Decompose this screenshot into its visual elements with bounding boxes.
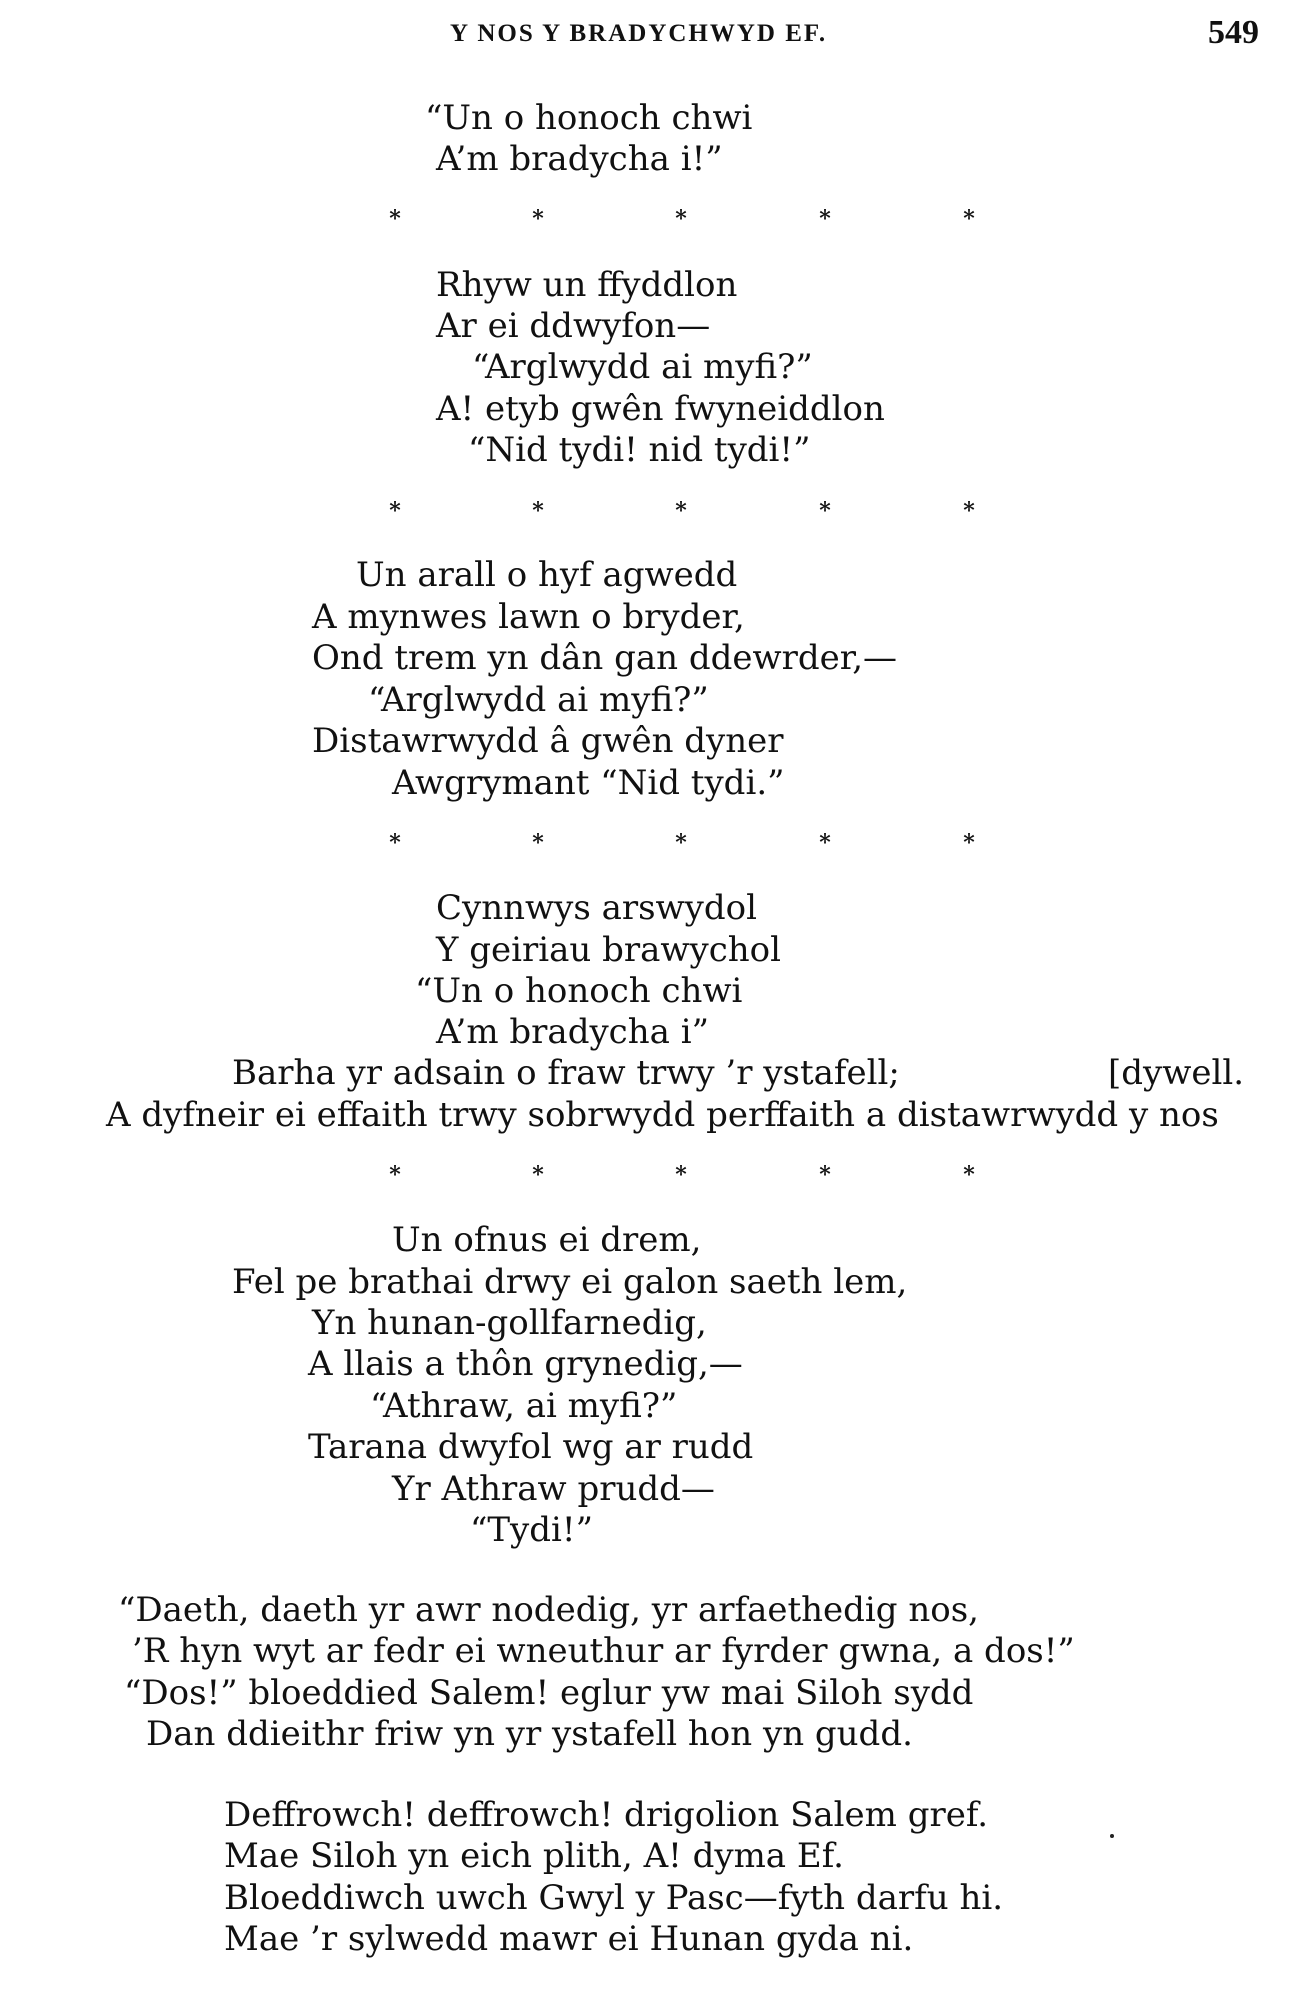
- verse-line: Yn hunan-gollfarnedig,: [312, 1303, 707, 1343]
- verse-line: A! etyb gwên fwyneiddlon: [436, 389, 885, 429]
- asterisk: *: [963, 1162, 975, 1188]
- asterisk: *: [819, 830, 831, 856]
- asterisk-divider: [0, 830, 1299, 860]
- asterisk: *: [389, 830, 401, 856]
- verse-line: Un arall o hyf agwedd: [356, 555, 738, 595]
- asterisk: *: [532, 830, 544, 856]
- verse-line: Fel pe brathai drwy ei galon saeth lem,: [232, 1262, 908, 1302]
- asterisk: *: [963, 498, 975, 524]
- asterisk: *: [532, 498, 544, 524]
- verse-line: “Un o honoch chwi: [415, 971, 743, 1011]
- verse-line: Dan ddieithr friw yn yr ystafell hon yn gudd.: [146, 1714, 913, 1754]
- asterisk: *: [963, 206, 975, 232]
- page-number: 549: [1208, 14, 1259, 51]
- verse-line: Tarana dwyfol wg ar rudd: [308, 1427, 754, 1467]
- asterisk: *: [675, 206, 687, 232]
- verse-line: Ar ei ddwyfon—: [436, 306, 711, 346]
- asterisk: *: [389, 206, 401, 232]
- asterisk: *: [819, 206, 831, 232]
- verse-line: “Arglwydd ai myfi?”: [472, 347, 813, 387]
- verse-line: “Athraw, ai myfi?”: [370, 1386, 678, 1426]
- verse-line: “Daeth, daeth yr awr nodedig, yr arfaethedig nos,: [118, 1590, 979, 1630]
- verse-line: ’R hyn wyt ar fedr ei wneuthur ar fyrder gwna, a dos!”: [132, 1631, 1075, 1671]
- verse-line: Mae ’r sylwedd mawr ei Hunan gyda ni.: [224, 1919, 914, 1959]
- running-title: Y NOS Y BRADYCHWYD EF.: [450, 20, 828, 47]
- verse-line: Awgrymant “Nid tydi.”: [392, 763, 785, 803]
- verse-line: Cynnwys arswydol: [436, 888, 757, 928]
- verse-line: Un ofnus ei drem,: [392, 1220, 702, 1260]
- asterisk: *: [532, 206, 544, 232]
- asterisk-divider: [0, 1162, 1299, 1192]
- verse-line: “Dos!” bloeddied Salem! eglur yw mai Siloh sydd: [124, 1673, 974, 1713]
- verse-line: Rhyw un ffyddlon: [436, 265, 738, 305]
- turnover-word: [dywell.: [1108, 1053, 1245, 1093]
- verse-line: A mynwes lawn o bryder,: [312, 597, 745, 637]
- verse-line: “Un o honoch chwi: [425, 98, 753, 138]
- print-speck: [1110, 1834, 1114, 1838]
- asterisk: *: [675, 1162, 687, 1188]
- verse-line: Mae Siloh yn eich plith, A! dyma Ef.: [224, 1836, 844, 1876]
- asterisk-divider: [0, 498, 1299, 528]
- verse-line: A’m bradycha i!”: [436, 139, 723, 179]
- asterisk: *: [389, 498, 401, 524]
- verse-line: Deffrowch! deffrowch! drigolion Salem gref.: [224, 1795, 989, 1835]
- verse-line: “Nid tydi! nid tydi!”: [468, 430, 811, 470]
- verse-line: A dyfneir ei effaith trwy sobrwydd perffaith a distawrwydd y nos: [106, 1095, 1219, 1135]
- asterisk: *: [389, 1162, 401, 1188]
- verse-line: Ond trem yn dân gan ddewrder,—: [312, 638, 898, 678]
- verse-line: Barha yr adsain o fraw trwy ’r ystafell;: [232, 1053, 900, 1093]
- verse-line: “Tydi!”: [470, 1510, 593, 1550]
- asterisk: *: [532, 1162, 544, 1188]
- verse-line: “Arglwydd ai myfi?”: [368, 680, 709, 720]
- verse-line: Yr Athraw prudd—: [392, 1469, 715, 1509]
- asterisk: *: [675, 498, 687, 524]
- asterisk: *: [819, 1162, 831, 1188]
- asterisk: *: [963, 830, 975, 856]
- asterisk-divider: [0, 206, 1299, 236]
- verse-line: A’m bradycha i”: [436, 1012, 709, 1052]
- asterisk: *: [675, 830, 687, 856]
- verse-line: Bloeddiwch uwch Gwyl y Pasc—fyth darfu hi.: [224, 1878, 1004, 1918]
- verse-line: Distawrwydd â gwên dyner: [312, 721, 784, 761]
- asterisk: *: [819, 498, 831, 524]
- verse-line: Y geiriau brawychol: [436, 930, 781, 970]
- verse-line: A llais a thôn grynedig,—: [308, 1344, 743, 1384]
